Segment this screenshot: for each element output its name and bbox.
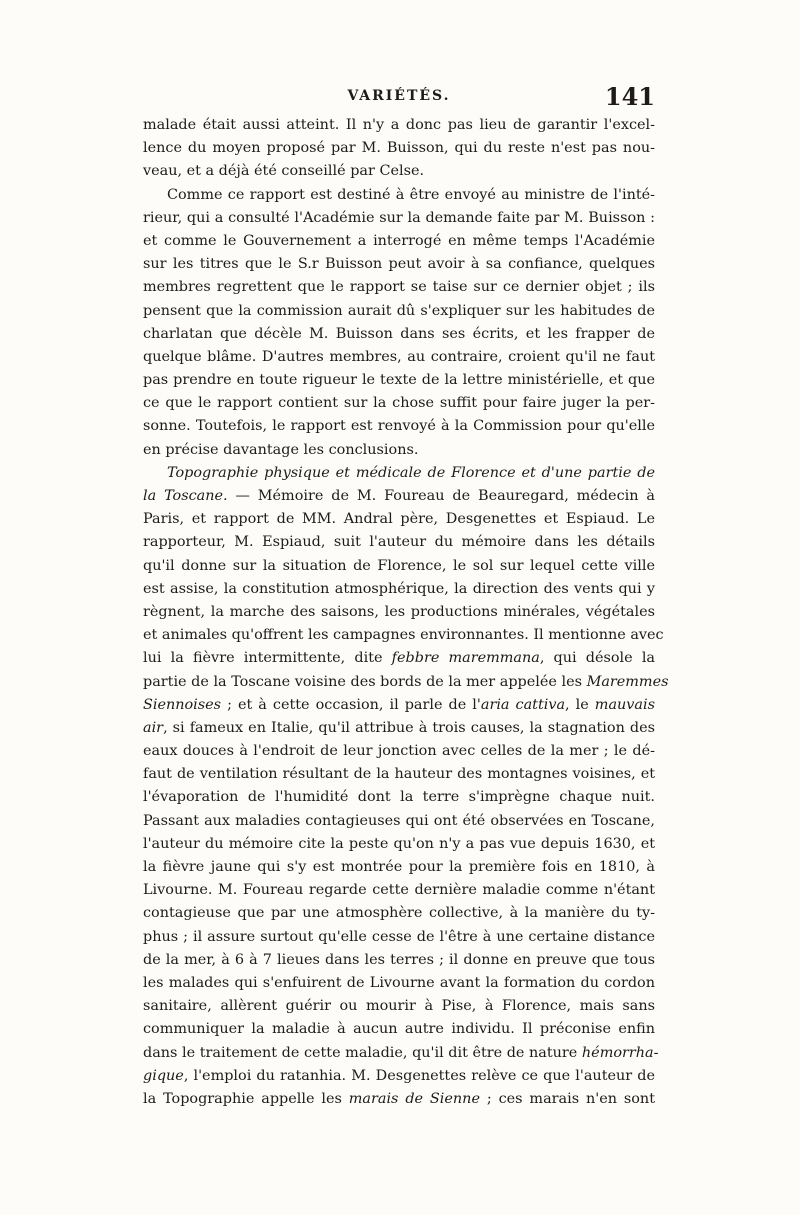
text-segment: , si fameux en Italie, qu'il attribue à trois causes, la stagnation des (163, 719, 655, 736)
body-text (143, 114, 669, 1111)
text-segment: — Mémoire de M. Foureau de Beauregard, médecin à (227, 488, 655, 504)
italic-text: Topographie physique et médicale de Florence et d'une partie de (167, 464, 655, 481)
text-line (143, 578, 655, 601)
text-line (143, 624, 664, 647)
text-line (143, 810, 655, 833)
text-line (143, 1088, 655, 1111)
text-line (143, 694, 655, 717)
text-segment: de la mer, à 6 à 7 lieues dans les terres ; il donne en preuve que tous (143, 951, 655, 968)
text-line (143, 601, 655, 624)
text-segment: sanitaire, allèrent guérir ou mourir à Pise, à Florence, mais sans (143, 998, 655, 1015)
text-segment: lence du moyen proposé par M. Buisson, qui du reste n'est pas nou- (143, 140, 655, 157)
text-line (143, 717, 655, 740)
italic-text: la Toscane. (143, 488, 228, 504)
text-line (143, 369, 655, 392)
text-segment: sur les titres que le S.r Buisson peut avoir à sa confiance, quelques (143, 256, 655, 273)
text-segment: eaux douces à l'endroit de leur jonction avec celles de la mer ; le dé- (143, 743, 655, 760)
text-line (143, 995, 655, 1018)
text-segment: contagieuse que par une atmosphère collective, à la manière du ty- (143, 905, 655, 922)
text-line (143, 1065, 655, 1088)
text-segment: pensent que la commission aurait dû s'expliquer sur les habitudes de (143, 302, 655, 319)
text-line (143, 879, 655, 902)
text-segment: l'auteur du mémoire cite la peste qu'on n'y a pas vue depuis 1630, et (143, 835, 655, 852)
italic-text: Maremmes (586, 673, 669, 690)
text-segment: membres regrettent que le rapport se taise sur ce dernier objet ; ils (143, 279, 655, 296)
text-segment: rapporteur, M. Espiaud, suit l'auteur du mémoire dans les détails (143, 534, 655, 551)
text-line (143, 949, 655, 972)
text-line (143, 253, 655, 276)
text-line (143, 160, 655, 183)
text-segment: pas prendre en toute rigueur le texte de la lettre ministérielle, et que (143, 372, 655, 389)
text-segment: est assise, la constitution atmosphérique, la direction des vents qui y (143, 580, 655, 597)
text-line (143, 647, 655, 670)
text-segment: phus ; il assure surtout qu'elle cesse de l'être à une certaine distance (143, 928, 655, 945)
text-segment: dans le traitement de cette maladie, qu'il dit être de nature (143, 1044, 582, 1061)
text-segment: faut de ventilation résultant de la hauteur des montagnes voisines, et (143, 766, 655, 783)
text-line (143, 346, 655, 369)
text-line (143, 137, 655, 160)
text-segment: communiquer la maladie à aucun autre individu. Il préconise enfin (143, 1021, 655, 1038)
italic-text: febbre maremmana (391, 650, 540, 667)
text-line (143, 740, 655, 763)
italic-text: Siennoises (143, 696, 222, 713)
text-line (143, 555, 655, 578)
text-line (143, 531, 655, 554)
text-segment: et comme le Gouvernement a interrogé en même temps l'Académie (143, 232, 655, 249)
text-segment: partie de la Toscane voisine des bords de la mer appelée les (143, 673, 587, 690)
text-segment: charlatan que décèle M. Buisson dans ses écrits, et les frapper de (143, 325, 655, 342)
text-segment: la Topographie appelle les (143, 1090, 349, 1107)
text-segment: malade était aussi atteint. Il n'y a donc pas lieu de garantir l'excel- (143, 117, 655, 133)
text-segment: Passant aux maladies contagieuses qui ont été observées en Toscane, (143, 812, 655, 829)
italic-text: air (143, 719, 164, 736)
running-head: VARIÉTÉS. (347, 88, 451, 104)
text-segment: Paris, et rapport de MM. Andral père, Desgenettes et Espiaud. Le (143, 511, 655, 528)
italic-text: aria cattiva (480, 696, 566, 713)
italic-text: marais de Sienne (348, 1090, 480, 1107)
text-segment: qu'il donne sur la situation de Florence, le sol sur lequel cette ville (143, 557, 655, 574)
text-segment: ce que le rapport contient sur la chose suffit pour faire juger la per- (143, 395, 655, 412)
text-line (143, 392, 655, 415)
page-header (143, 82, 655, 112)
text-line (143, 786, 655, 809)
text-line (143, 763, 655, 786)
text-segment: , l'emploi du ratanhia. M. Desgenettes relève ce que l'auteur de (183, 1067, 655, 1084)
text-segment: ; et à cette occasion, il parle de l' (221, 696, 481, 713)
text-line (143, 508, 655, 531)
text-line (143, 972, 655, 995)
text-segment: , le (565, 696, 595, 713)
text-segment: quelque blâme. D'autres membres, au contraire, croient qu'il ne faut (143, 348, 655, 365)
text-line (143, 833, 655, 856)
text-segment: Comme ce rapport est destiné à être envoyé au ministre de l'inté- (167, 186, 655, 203)
text-line (143, 926, 655, 949)
text-segment: ; ces marais n'en sont (479, 1090, 655, 1107)
text-line (143, 856, 655, 879)
text-line (143, 1042, 659, 1065)
text-line (143, 184, 655, 207)
text-segment: Livourne. M. Foureau regarde cette dernière maladie comme n'étant (143, 882, 655, 899)
italic-text: mauvais (594, 696, 655, 713)
text-segment: , qui désole la (539, 650, 655, 667)
text-line (143, 300, 655, 323)
text-segment: la fièvre jaune qui s'y est montrée pour la première fois en 1810, à (143, 859, 655, 875)
text-line (143, 485, 655, 508)
text-line (143, 462, 655, 485)
italic-text: gique (143, 1067, 184, 1084)
text-line (143, 902, 655, 925)
text-segment: les malades qui s'enfuirent de Livourne avant la formation du cordon (143, 974, 655, 991)
text-segment: règnent, la marche des saisons, les productions minérales, végétales (143, 603, 655, 620)
text-segment: et animales qu'offrent les campagnes environnantes. Il mentionne avec (143, 627, 664, 644)
text-segment: rieur, qui a consulté l'Académie sur la demande faite par M. Buisson : (143, 209, 655, 226)
text-segment: sonne. Toutefois, le rapport est renvoyé à la Commission pour qu'elle (143, 418, 655, 435)
text-segment: en précise davantage les conclusions. (143, 441, 419, 458)
text-line (143, 207, 655, 230)
text-segment: lui la fièvre intermittente, dite (143, 650, 392, 667)
text-line (143, 671, 669, 694)
text-line (143, 1018, 655, 1041)
text-line (143, 323, 655, 346)
text-segment: l'évaporation de l'humidité dont la terre s'imprègne chaque nuit. (143, 789, 655, 806)
text-line (143, 439, 655, 462)
text-line (143, 276, 655, 299)
page-number: 141 (604, 82, 655, 111)
text-line (143, 114, 655, 137)
text-segment: veau, et a déjà été conseillé par Celse. (143, 163, 425, 180)
text-line (143, 415, 655, 438)
italic-text: hémorrha- (581, 1044, 659, 1061)
text-line (143, 230, 655, 253)
